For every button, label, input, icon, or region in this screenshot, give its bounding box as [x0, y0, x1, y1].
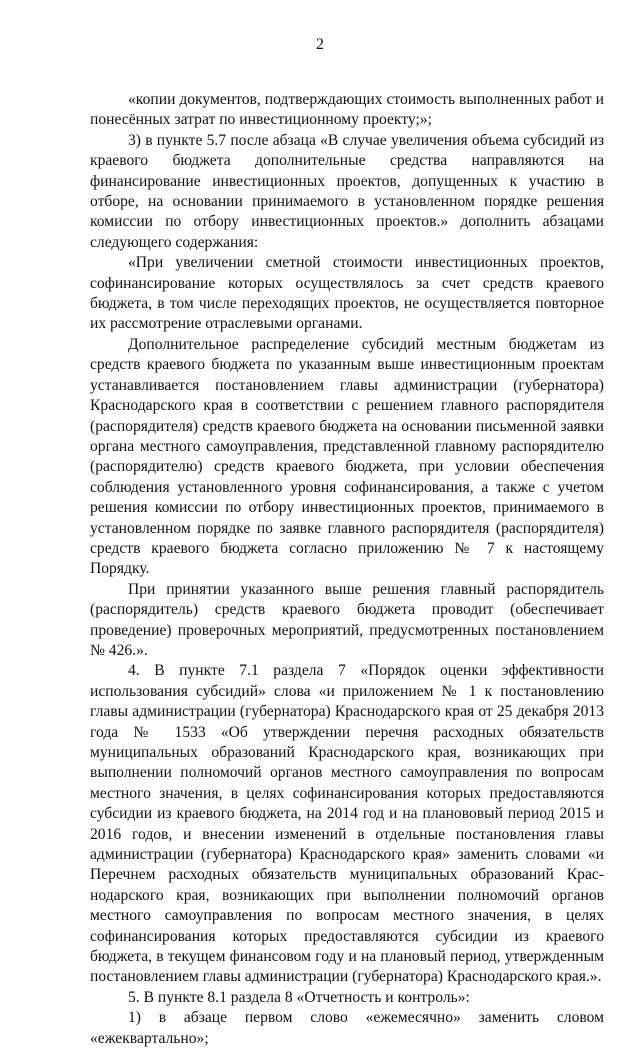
paragraph-additional-distribution: Дополнительное распределение субсидий местным бюджетам из средств краевого бюджета по указанным выше инвестиционным проектам устанавливается постановлением главы администрации (губернатора) Краснодарского края в соответствии с решением главного распорядителя (распорядителя) средств краевого бюджета на основании письменной заявки органа местного самоуправления, представленной главному распорядителю (распорядителю) средств краевого бюджета, при условии обеспечения соблюдения установленного уровня софинансирования, а также с учетом решения комиссии по отбору инвестиционных проектов, принимаемого в установленном порядке по заявке главного распорядителя (распорядителя) средств краевого бюджета согласно приложению № 7 к настоящему Порядку. [90, 335, 604, 578]
paragraph-estimate-increase: «При увеличении сметной стоимости инвестиционных проектов, софинансирование которых осуществлялось за счет средств краевого бюджета, в том числе переходящих проектов, не осуществляется повторное их рассмотрение отраслевыми органами. [90, 254, 604, 333]
paragraph-verification: При принятии указанного выше решения главный распорядитель (распорядитель) средств краевого бюджета проводит (обеспечивает проведение) проверочных мероприятий, предусмотренных постановлением № 426.». [90, 580, 604, 659]
document-body [90, 90, 604, 1049]
paragraph-item-4: 4. В пункте 7.1 раздела 7 «Порядок оценки эффективности использования субсидий» слова «и приложением № 1 к постановлению главы администрации (губернатора) Краснодарского края от 25 декабря 2013 года № 1533 «Об утверждении перечня расходных обязательств муниципальных образований Краснодарского края, возникающих при выполнении полномочий органов местного самоуправления по вопросам местного значения, в целях софинансирования которых предоставляются субсидии из краевого бюджета, на 2014 год и на планововый период 2015 и 2016 годов, и внесении изменений в отдельные постановления главы администрации (губернатора) Краснодарского края» заменить словами «и Перечнем расходных обязательств муниципальных образований Краснодарского края, возникающих при выполнении полномочий органов местного самоуправления по вопросам местного значения, в целях софинансирования которых предоставляются субсидии из краевого бюджета, в текущем финансовом году и на плановый период, утвержденным постановлением главы администрации (губернатора) Краснодарского края.». [90, 662, 604, 986]
paragraph-item-5: 5. В пункте 8.1 раздела 8 «Отчетность и контроль»: [128, 988, 470, 1006]
paragraph-quote-documents: «копии документов, подтверждающих стоимость выполненных работ и понесённых затрат по инвестиционному проекту;»; [90, 91, 604, 129]
paragraph-subitem-1: 1) в абзаце первом слово «ежемесячно» заменить словом «ежеквартально»; [90, 1009, 604, 1047]
paragraph-item-3: 3) в пункте 5.7 после абзаца «В случае увеличения объема субсидий из краевого бюджета дополнительные средства направляются на финансирование инвестиционных проектов, допущенных к участию в отборе, на основании принимаемого в установленном порядке решения комиссии по отбору инвестиционных проектов.» дополнить абзацами следующего содержания: [90, 131, 604, 251]
page-number: 2 [316, 36, 324, 53]
